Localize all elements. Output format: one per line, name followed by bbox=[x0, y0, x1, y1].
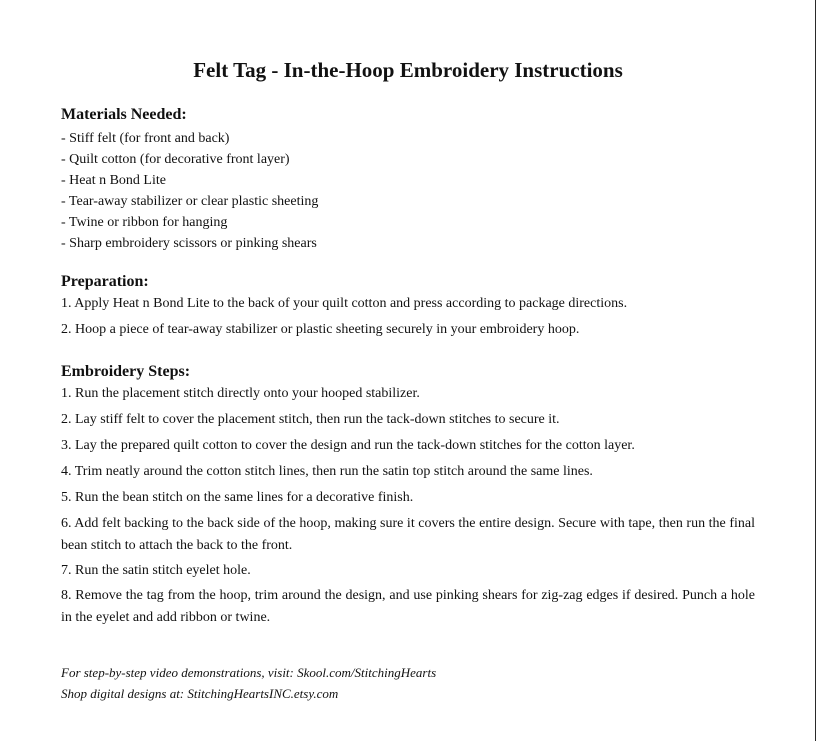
materials-item: - Tear-away stabilizer or clear plastic sheeting bbox=[61, 194, 319, 209]
embroidery-step: 7. Run the satin stitch eyelet hole. bbox=[61, 563, 251, 578]
embroidery-heading: Embroidery Steps: bbox=[61, 363, 191, 380]
footer-video-link: For step-by-step video demonstrations, visit: Skool.com/StitchingHearts bbox=[61, 665, 437, 680]
page-edge-divider bbox=[815, 0, 816, 741]
embroidery-step: 4. Trim neatly around the cotton stitch lines, then run the satin top stitch around the same lines. bbox=[61, 464, 593, 479]
materials-item: - Sharp embroidery scissors or pinking shears bbox=[61, 236, 317, 251]
materials-item: - Quilt cotton (for decorative front layer) bbox=[61, 152, 290, 167]
materials-heading: Materials Needed: bbox=[61, 106, 187, 123]
footer-shop-link: Shop digital designs at: StitchingHeartsINC.etsy.com bbox=[61, 686, 339, 701]
embroidery-step: 8. Remove the tag from the hoop, trim around the design, and use pinking shears for zig-zag edges if desired. Punch a hole in the eyelet and add ribbon or twine. bbox=[61, 588, 755, 625]
materials-item: - Twine or ribbon for hanging bbox=[61, 215, 228, 230]
embroidery-step: 6. Add felt backing to the back side of the hoop, making sure it covers the entire design. Secure with tape, then run the final bean stitch to attach the back to the front. bbox=[61, 516, 755, 553]
preparation-step: 1. Apply Heat n Bond Lite to the back of your quilt cotton and press according to package directions. bbox=[61, 296, 628, 311]
materials-item: - Heat n Bond Lite bbox=[61, 173, 166, 188]
embroidery-step: 2. Lay stiff felt to cover the placement stitch, then run the tack-down stitches to secure it. bbox=[61, 412, 560, 427]
document-title: Felt Tag - In-the-Hoop Embroidery Instructions bbox=[193, 58, 623, 82]
preparation-step: 2. Hoop a piece of tear-away stabilizer or plastic sheeting securely in your embroidery hoop. bbox=[61, 322, 580, 337]
embroidery-step: 3. Lay the prepared quilt cotton to cover the design and run the tack-down stitches for the cotton layer. bbox=[61, 438, 635, 453]
embroidery-step: 5. Run the bean stitch on the same lines for a decorative finish. bbox=[61, 490, 414, 505]
materials-item: - Stiff felt (for front and back) bbox=[61, 131, 230, 146]
preparation-heading: Preparation: bbox=[61, 273, 149, 290]
embroidery-step: 1. Run the placement stitch directly onto your hooped stabilizer. bbox=[61, 386, 420, 401]
